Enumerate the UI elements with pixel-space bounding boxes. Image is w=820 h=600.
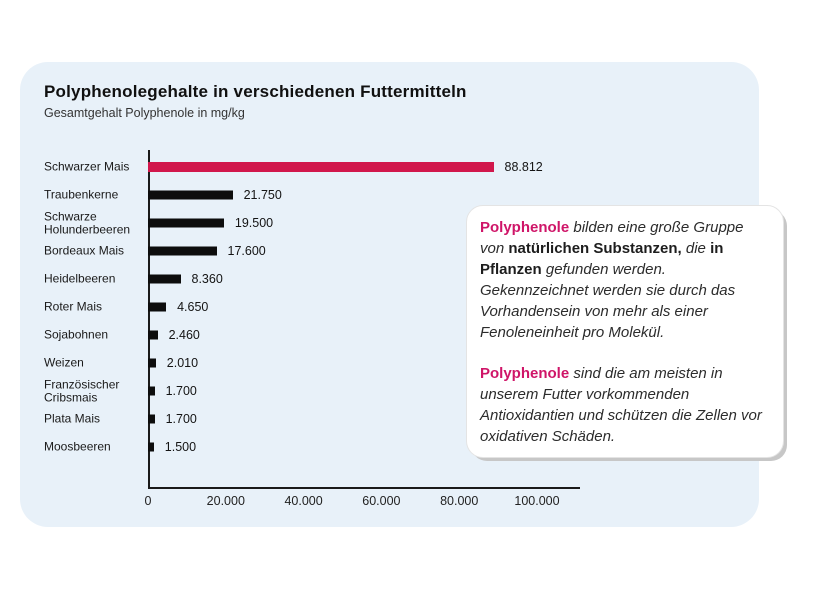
value-label: 2.010 <box>166 356 199 370</box>
bar <box>148 247 217 256</box>
category-label: Plata Mais <box>44 411 101 426</box>
info-text: gefunden werden. Gekennzeichnet werden sie durch das Vorhandensein von mehr als einer Fenoleneinheit pro Molekül. <box>480 261 736 341</box>
category-label: Sojabohnen <box>44 327 109 342</box>
value-label: 8.360 <box>191 272 223 286</box>
value-label: 4.650 <box>177 300 209 314</box>
bar <box>148 219 224 228</box>
bar <box>148 331 158 340</box>
info-paragraph <box>480 363 770 447</box>
value-label: 2.460 <box>168 328 200 342</box>
info-text: in Pflanzen <box>480 240 724 278</box>
category-label: Heidelbeeren <box>44 271 116 286</box>
category-label: Weizen <box>44 355 84 370</box>
info-paragraph <box>480 217 770 343</box>
value-label: 88.812 <box>504 160 543 174</box>
category-label: Bordeaux Mais <box>44 243 125 258</box>
category-label: Schwarzer Mais <box>44 159 130 174</box>
accent-text: Polyphenole <box>480 219 570 236</box>
bar <box>148 162 494 172</box>
info-box <box>466 205 784 458</box>
category-label: Moosbeeren <box>44 439 111 454</box>
bar <box>148 303 166 312</box>
value-label: 17.600 <box>227 244 266 258</box>
accent-text: Polyphenole <box>480 365 570 382</box>
bar <box>148 359 156 368</box>
value-label: 19.500 <box>234 216 274 230</box>
value-label: 1.700 <box>165 412 197 426</box>
info-text: natürlichen Substanzen, <box>508 240 682 257</box>
x-tick-label: 40.000 <box>284 494 323 508</box>
chart-title: Polyphenolegehalte in verschiedenen Futtermitteln <box>44 82 467 101</box>
category-label: Französischer Cribsmais <box>44 377 120 404</box>
x-tick-label: 100.000 <box>514 494 560 508</box>
bar <box>148 275 181 284</box>
category-label: Traubenkerne <box>44 187 119 202</box>
chart-subtitle: Gesamtgehalt Polyphenole in mg/kg <box>44 106 245 120</box>
x-tick-label: 60.000 <box>362 494 401 508</box>
bar <box>148 415 155 424</box>
value-label: 1.500 <box>164 440 197 454</box>
category-label: Schwarze Holunderbeeren <box>44 209 131 236</box>
bar <box>148 443 154 452</box>
x-axis <box>148 487 580 489</box>
info-text: die <box>681 240 711 257</box>
chart-row <box>44 153 644 181</box>
value-label: 21.750 <box>243 188 282 202</box>
category-label: Roter Mais <box>44 299 103 314</box>
value-label: 1.700 <box>165 384 197 398</box>
info-text: sind die am meisten in unserem Futter vorkommenden Antioxidantien und schützen die Zellen vor oxidativen Schäden. <box>480 365 762 445</box>
bar <box>148 387 155 396</box>
info-text: bilden eine große Gruppe von <box>480 219 744 257</box>
bar <box>148 191 233 200</box>
x-tick-label: 80.000 <box>440 494 479 508</box>
x-tick-label: 0 <box>144 494 152 508</box>
x-tick-label: 20.000 <box>206 494 245 508</box>
